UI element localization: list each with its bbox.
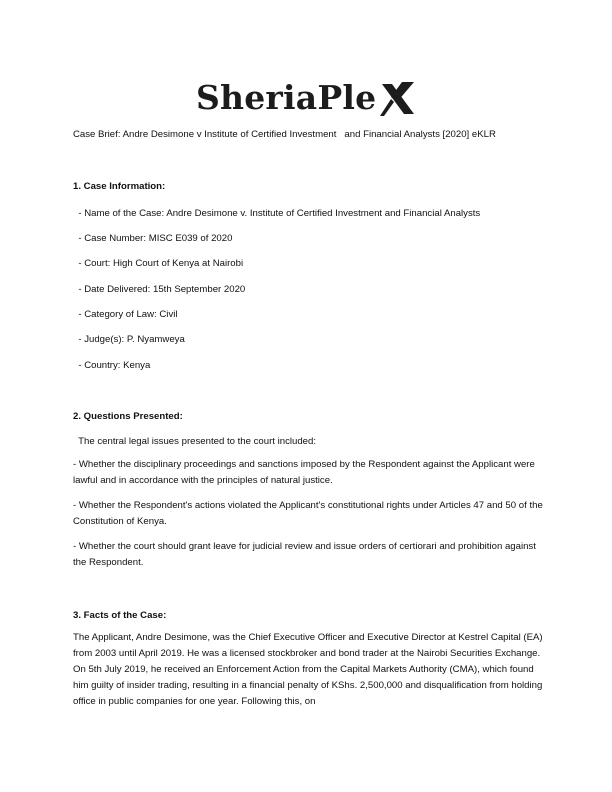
case-info-court: - Court: High Court of Kenya at Nairobi: [73, 258, 244, 269]
sheriaplex-logo: [196, 78, 420, 122]
logo-x-mark-icon: [380, 82, 416, 116]
section-heading-facts: 3. Facts of the Case:: [73, 610, 167, 621]
section-heading-case-information: 1. Case Information:: [73, 181, 166, 192]
question-item-1: - Whether the disciplinary proceedings and sanctions imposed by the Respondent against the Applicant were lawful and in accordance with the principles of natural justice.: [73, 459, 535, 486]
case-info-judges: - Judge(s): P. Nyamweya: [73, 334, 185, 345]
case-info-country: - Country: Kenya: [73, 360, 151, 371]
question-item-2: - Whether the Respondent's actions violated the Applicant's constitutional rights under Articles 47 and 50 of the Constitution of Kenya.: [73, 500, 543, 527]
case-info-number: - Case Number: MISC E039 of 2020: [73, 233, 233, 244]
questions-intro: The central legal issues presented to the court included:: [73, 436, 317, 447]
case-info-date: - Date Delivered: 15th September 2020: [73, 284, 246, 295]
section-heading-questions-presented: 2. Questions Presented:: [73, 411, 183, 422]
facts-paragraph: The Applicant, Andre Desimone, was the Chief Executive Officer and Executive Director at Kestrel Capital (EA) from 2003 until April 2019. He was a licensed stockbroker and bond trader at the Nairobi Securities Exchange. On 5th July 2019, he received an Enforcement Action from the Capital Markets Authority (CMA), which found him guilty of insider trading, resulting in a financial penalty of KShs. 2,500,000 and disqualification from holding office in public companies for one year. Following this, on: [73, 632, 543, 707]
case-info-category: - Category of Law: Civil: [73, 309, 178, 320]
brief-title: Case Brief: Andre Desimone v Institute of Certified Investment and Financial Analysts [2020] eKLR: [73, 129, 496, 140]
case-info-name: - Name of the Case: Andre Desimone v. Institute of Certified Investment and Financial Analysts: [73, 208, 481, 219]
logo-wordmark: SheriaPle: [196, 78, 377, 117]
question-item-3: - Whether the court should grant leave for judicial review and issue orders of certiorari and prohibition against the Respondent.: [73, 541, 536, 568]
